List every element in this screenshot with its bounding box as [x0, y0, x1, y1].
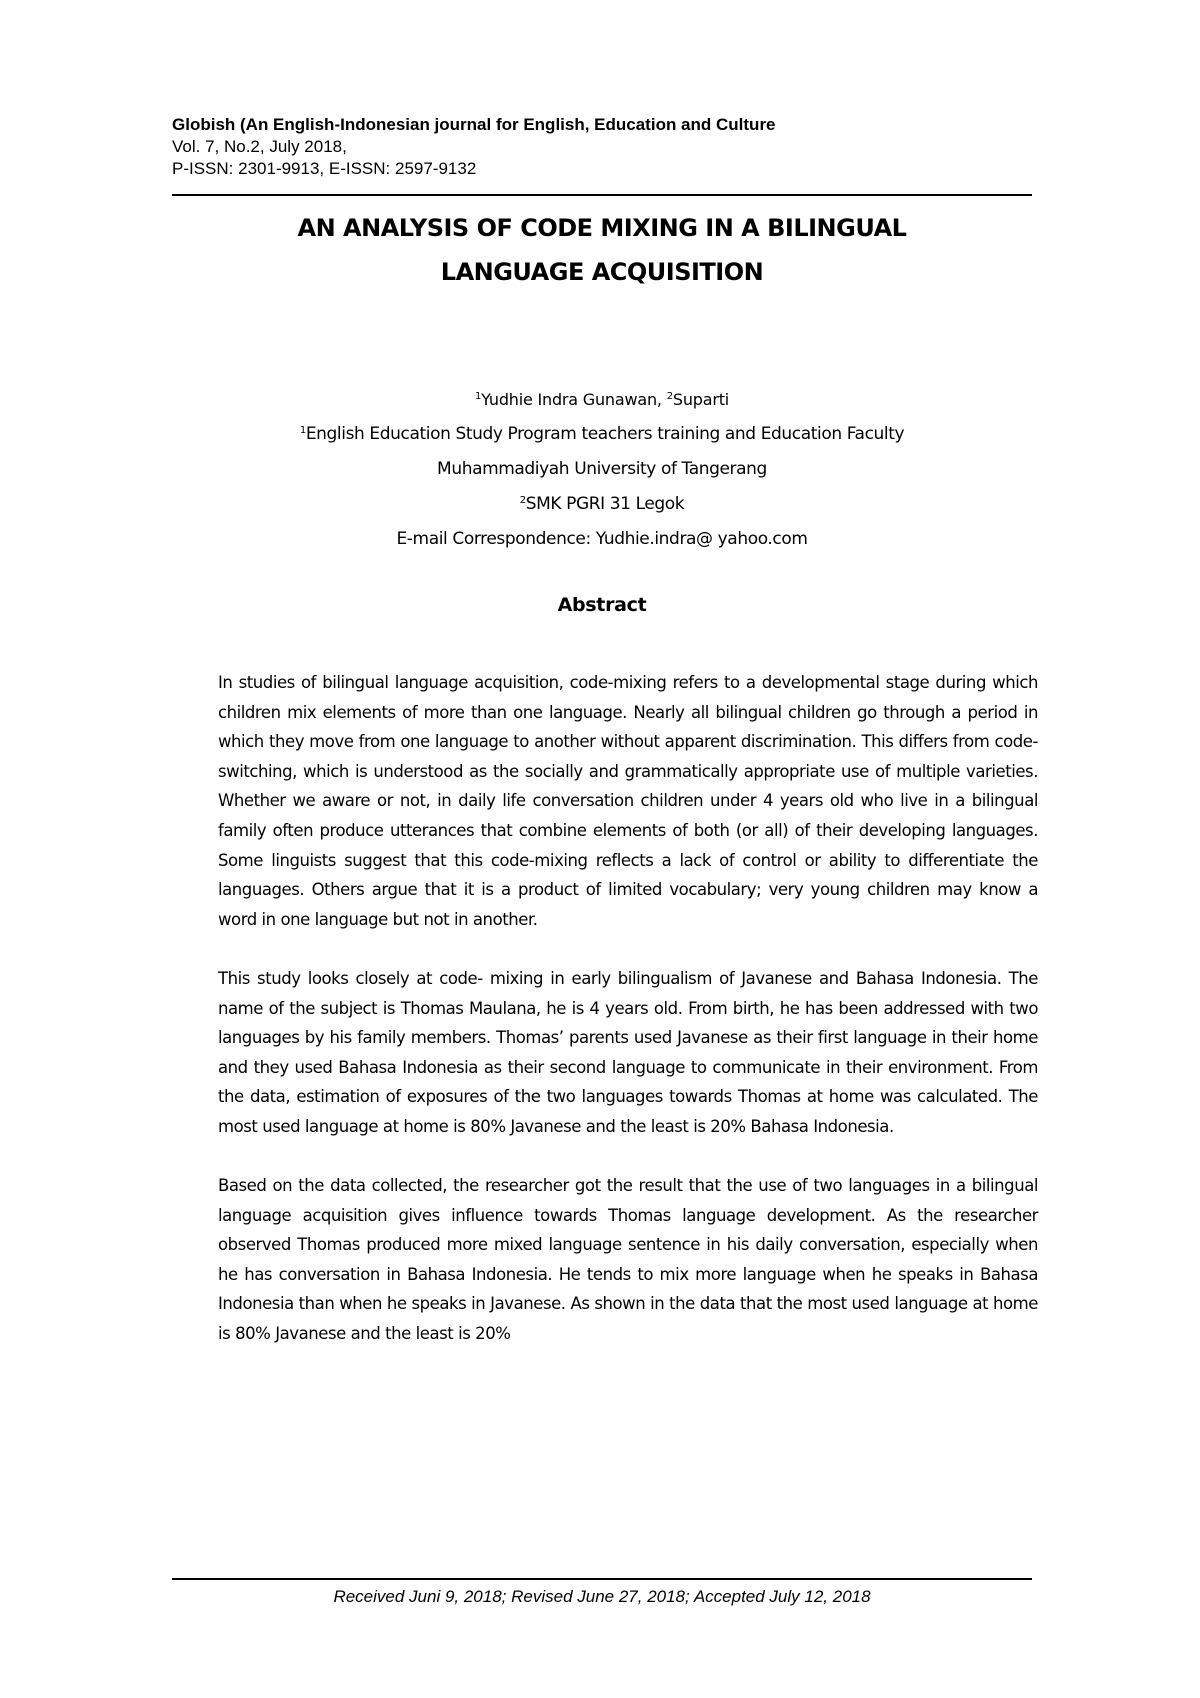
author2-mark: 2	[666, 391, 673, 402]
paper-title	[172, 206, 1032, 294]
abstract-paragraph-2: This study looks closely at code- mixing in early bilingualism of Javanese and Bahasa Indonesia. The name of the subject is Thomas Maulana, he is 4 years old. From birth, he has been addressed with two languages by his family members. Thomas’ parents used Javanese as their first language in their home and they used Bahasa Indonesia as their second language to communicate in their environment. From the data, estimation of exposures of the two languages towards Thomas at home was calculated. The most used language at home is 80% Javanese and the least is 20% Bahasa Indonesia.	[218, 968, 1038, 1136]
abstract-heading: Abstract	[557, 594, 647, 616]
author-names	[172, 382, 1032, 417]
author1-name: Yudhie Indra Gunawan,	[481, 390, 667, 409]
affiliation-1	[172, 417, 1032, 452]
affiliation1-mark: 1	[299, 425, 306, 436]
abstract-body	[218, 668, 1038, 1378]
paper-title-line-2: LANGUAGE ACQUISITION	[440, 258, 764, 286]
paper-title-line-1: AN ANALYSIS OF CODE MIXING IN A BILINGUAL	[297, 214, 907, 242]
abstract-paragraph-3: Based on the data collected, the researcher got the result that the use of two languages in a bilingual language acquisition gives influence towards Thomas language development. As the researcher observed Thomas produced more mixed language sentence in his daily conversation, especially when he has conversation in Bahasa Indonesia. He tends to mix more language when he speaks in Bahasa Indonesia than when he speaks in Javanese. As shown in the data that the most used language at home is 80% Javanese and the least is 20%	[218, 1176, 1038, 1344]
affiliation2-mark: 2	[519, 495, 526, 506]
affiliation-1-university: Muhammadiyah University of Tangerang	[437, 459, 767, 479]
author1-mark: 1	[474, 391, 482, 402]
affiliation-2	[172, 487, 1032, 522]
author2-name: Suparti	[672, 390, 730, 409]
affiliation1-text: English Education Study Program teachers training and Education Faculty	[305, 424, 905, 444]
affiliation2-text: SMK PGRI 31 Legok	[525, 494, 685, 514]
author-block	[172, 382, 1032, 557]
correspondence-email: E-mail Correspondence: Yudhie.indra@ yahoo.com	[396, 529, 808, 549]
journal-volume: Vol. 7, No.2, July 2018,	[172, 137, 347, 156]
journal-title: Globish (An English-Indonesian journal for English, Education and Culture	[172, 115, 776, 134]
footer-divider	[172, 1578, 1032, 1580]
journal-header	[172, 114, 1032, 180]
header-divider	[172, 194, 1032, 196]
abstract-paragraph-1: In studies of bilingual language acquisition, code-mixing refers to a developmental stage during which children mix elements of more than one language. Nearly all bilingual children go through a period in which they move from one language to another without apparent discrimination. This differs from code-switching, which is understood as the socially and grammatically appropriate use of multiple varieties. Whether we aware or not, in daily life conversation children under 4 years old who live in a bilingual family often produce utterances that combine elements of both (or all) of their developing languages. Some linguists suggest that this code-mixing reflects a lack of control or ability to differentiate the languages. Others argue that it is a product of limited vocabulary; very young children may know a word in one language but not in another.	[218, 673, 1038, 929]
submission-dates: Received Juni 9, 2018; Revised June 27, 2018; Accepted July 12, 2018	[333, 1587, 871, 1606]
journal-issn: P-ISSN: 2301-9913, E-ISSN: 2597-9132	[172, 159, 477, 178]
